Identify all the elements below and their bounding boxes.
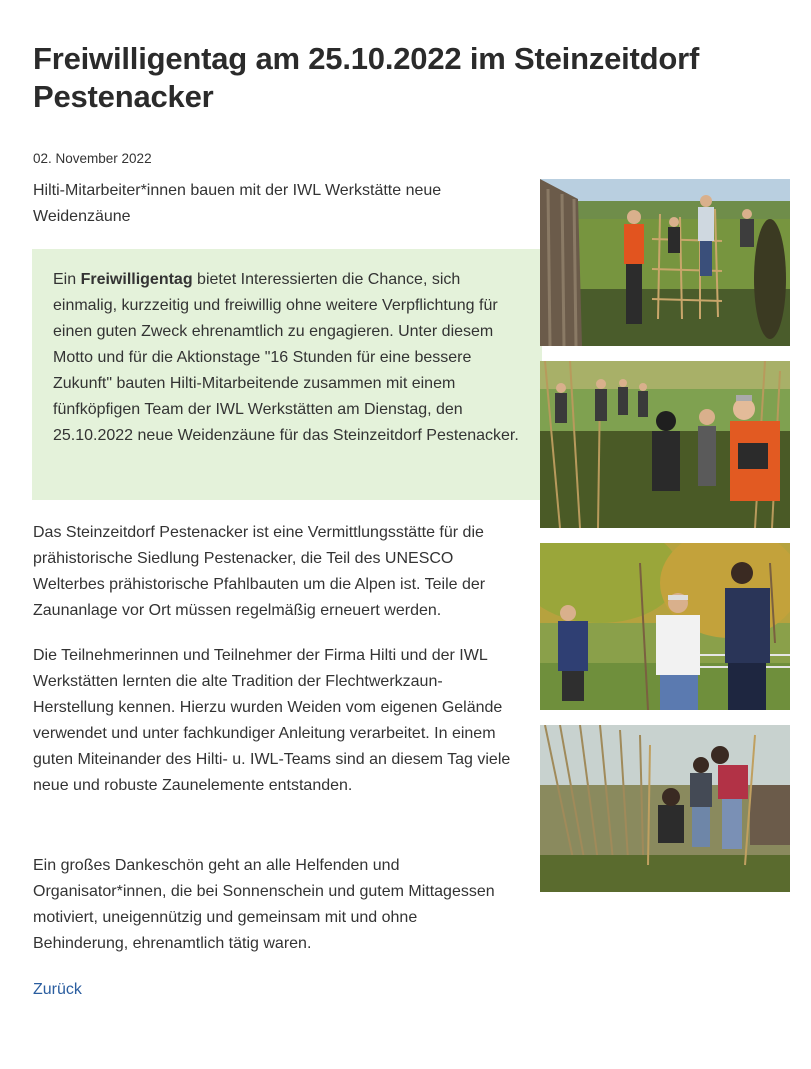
article-paragraph-3: Ein großes Dankeschön geht an alle Helfenden und Organisator*innen, die bei Sonnenschein und gutem Mittagessen motiviert, uneigennützig und gemeinsam mit und ohne Behinderung, ehrenamtlich tätig waren. bbox=[33, 857, 495, 952]
photo-1-image bbox=[540, 179, 790, 346]
page-title: Freiwilligentag am 25.10.2022 im Steinzeitdorf Pestenacker bbox=[33, 41, 700, 114]
photo-2-image bbox=[540, 361, 790, 528]
info-box-intro: Ein bbox=[53, 271, 81, 288]
photo-3-image bbox=[540, 543, 790, 710]
photo-group-willows[interactable] bbox=[540, 725, 790, 892]
info-box-rest: bietet Interessierten die Chance, sich einmalig, kurzzeitig und freiwillig ohne weitere Verpflichtung für einen guten Zweck ehrenamtlich zu engagieren. Unter diesem Motto und für die Aktionstage "16 Stunden für eine bessere Zukunft" bauten Hilti-Mitarbeitende zusammen mit einem fünfköpfigen Team der IWL Werkstätten am Dienstag, den 25.10.2022 neue Weidenzäune für das Steinzeitdorf Pestenacker. bbox=[53, 271, 519, 444]
info-box-text bbox=[53, 267, 520, 449]
article-lead: Hilti-Mitarbeiter*innen bauen mit der IWL Werkstätte neue Weidenzäune bbox=[33, 182, 442, 225]
photo-fence-building-meadow[interactable] bbox=[540, 179, 790, 346]
info-box-bold: Freiwilligentag bbox=[80, 271, 193, 288]
photo-weaving-willow[interactable] bbox=[540, 361, 790, 528]
article-date: 02. November 2022 bbox=[33, 151, 152, 166]
article-paragraph-1: Das Steinzeitdorf Pestenacker ist eine Vermittlungsstätte für die prähistorische Siedlung Pestenacker, die Teil des UNESCO Welterbes prähistorische Pfahlbauten um die Alpen ist. Teile der Zaunanlage vor Ort müssen regelmäßig erneuert werden. bbox=[33, 524, 486, 619]
back-link[interactable]: Zurück bbox=[33, 981, 82, 998]
photo-4-image bbox=[540, 725, 790, 892]
photo-men-with-branches[interactable] bbox=[540, 543, 790, 710]
info-box bbox=[32, 249, 542, 500]
article-paragraph-2: Die Teilnehmerinnen und Teilnehmer der Firma Hilti und der IWL Werkstätten lernten die alte Tradition der Flechtwerkzaun-Herstellung kennen. Hierzu wurden Weiden vom eigenen Gelände verwendet und unter fachkundiger Anleitung verarbeitet. In einem guten Miteinander des Hilti- u. IWL-Teams sind an diesem Tag viele neue und robuste Zaunelemente entstanden. bbox=[33, 647, 511, 794]
